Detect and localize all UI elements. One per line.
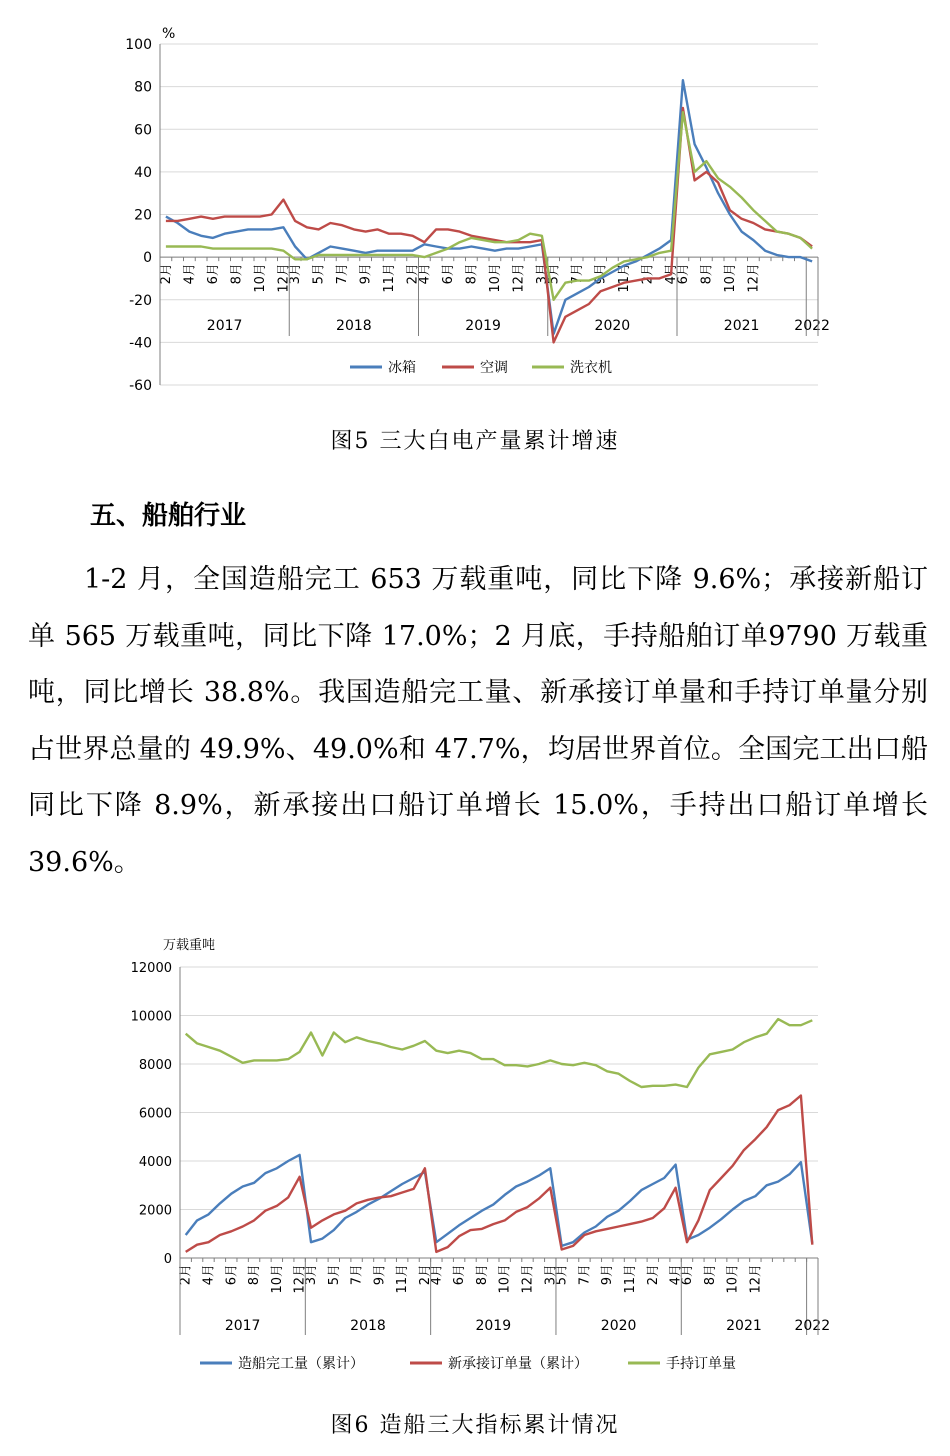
y-tick-label: 4000 [138,1155,172,1170]
x-month-label: 7月 [349,1264,365,1286]
y-tick-label: -60 [129,378,152,394]
x-month-label: 5月 [311,263,327,285]
x-month-label: 6月 [440,263,456,285]
x-year-label: 2022 [794,1318,831,1334]
x-month-label: 5月 [326,1264,342,1286]
legend-label: 冰箱 [388,360,416,376]
x-year-label: 2017 [224,1318,261,1334]
x-month-label: 8月 [247,1264,263,1286]
x-month-label: 7月 [577,1264,593,1286]
x-month-label: 10月 [269,1264,285,1294]
x-month-label: 12月 [520,1264,536,1294]
x-month-label: 6月 [679,1264,695,1286]
x-month-label: 12月 [746,263,762,293]
y-unit-label: % [162,26,176,42]
series-line-手持订单量 [186,1019,813,1087]
y-tick-label: 2000 [138,1203,172,1219]
x-month-label: 11月 [623,1264,639,1294]
x-month-label: 5月 [546,263,562,285]
x-month-label: 7月 [570,263,586,285]
y-tick-label: 60 [134,122,152,139]
x-month-label: 6月 [224,1264,240,1286]
x-year-label: 2017 [206,318,243,334]
x-month-label: 2月 [405,263,421,285]
series-line-冰箱 [166,80,812,334]
legend-label: 造船完工量（累计） [238,1356,364,1372]
x-month-label: 4月 [429,1264,445,1286]
x-year-label: 2021 [723,318,760,334]
x-year-label: 2019 [465,318,501,334]
y-tick-label: 6000 [138,1106,172,1122]
x-month-label: 7月 [335,263,351,285]
legend-label: 新承接订单量（累计） [448,1356,588,1372]
x-month-label: 2月 [158,263,174,285]
fig5-caption: 图5 三大白电产量累计增速 [330,429,620,454]
section-title: 五、船舶行业 [90,501,247,531]
x-year-label: 2018 [336,318,372,334]
x-month-label: 3月 [304,1264,320,1286]
x-month-label: 12月 [748,1264,764,1294]
x-month-label: 4月 [417,263,433,285]
x-month-label: 2月 [178,1264,194,1286]
series-line-新承接订单量（累计） [186,1096,813,1252]
x-month-label: 11月 [395,1264,411,1294]
y-unit-label: 万载重吨 [163,938,216,953]
x-month-label: 3月 [534,263,550,285]
x-month-label: 8月 [464,263,480,285]
series-line-造船完工量（累计） [186,1155,813,1246]
x-month-label: 12月 [276,263,292,293]
fig5-chart [0,0,950,420]
x-month-label: 3月 [543,1264,559,1286]
series-line-空调 [166,108,812,343]
x-month-label: 10月 [252,263,268,293]
x-month-label: 12月 [511,263,527,293]
x-month-label: 11月 [617,263,633,293]
x-month-label: 6月 [452,1264,468,1286]
x-month-label: 4月 [668,1264,684,1286]
x-month-label: 2月 [640,263,656,285]
y-tick-label: 12000 [130,961,172,976]
x-year-label: 2019 [475,1318,512,1334]
x-month-label: 6月 [675,263,691,285]
x-year-label: 2020 [600,1318,637,1334]
x-month-label: 9月 [358,263,374,285]
y-tick-label: -40 [129,335,152,352]
x-month-label: 4月 [182,263,198,285]
legend-label: 空调 [480,360,508,376]
legend-label: 洗衣机 [570,360,612,376]
x-month-label: 8月 [699,263,715,285]
x-month-label: 9月 [600,1264,616,1286]
x-month-label: 8月 [474,1264,490,1286]
y-tick-label: 100 [125,37,152,53]
y-tick-label: 0 [143,250,152,267]
y-tick-label: 0 [163,1252,172,1267]
section-paragraph: 1-2 月，全国造船完工 653 万载重吨，同比下降 9.6%；承接新船订单 565 万载重吨，同比下降 17.0%；2 月底，手持船舶订单9790 万载重吨，同比增长 38.8%。我国造船完工量、新承接订单量和手持订单量分别占世界总量的 49.9%、49.0%和 47.7%，均居世界首位。全国完工出口船同比下降 8.9%，新承接出口船订单增长 15.0%，手持出口船订单增长 39.6%。 [28,564,928,878]
x-month-label: 4月 [664,263,680,285]
x-month-label: 6月 [205,263,221,285]
x-month-label: 2月 [417,1264,433,1286]
x-month-label: 8月 [229,263,245,285]
y-tick-label: 40 [134,164,152,181]
x-month-label: 3月 [288,263,304,285]
x-month-label: 8月 [702,1264,718,1286]
x-month-label: 10月 [497,1264,513,1294]
legend-label: 手持订单量 [666,1356,736,1372]
x-month-label: 10月 [487,263,503,293]
x-year-label: 2018 [350,1318,386,1334]
y-tick-label: 20 [134,207,152,224]
x-year-label: 2020 [594,318,631,334]
x-month-label: 9月 [593,263,609,285]
x-year-label: 2021 [726,1318,762,1334]
x-month-label: 10月 [725,1264,741,1294]
x-month-label: 4月 [201,1264,217,1286]
fig6-svg [0,925,950,1375]
fig6-chart [0,925,950,1375]
x-year-label: 2022 [794,318,830,334]
x-month-label: 11月 [382,263,398,293]
y-tick-label: 8000 [138,1058,172,1073]
x-month-label: 10月 [722,263,738,293]
x-month-label: 2月 [645,1264,661,1286]
x-month-label: 5月 [554,1264,570,1286]
x-month-label: 12月 [292,1264,308,1294]
fig5-svg [0,0,950,420]
y-tick-label: 80 [134,79,152,96]
y-tick-label: -20 [129,292,152,309]
y-tick-label: 10000 [130,1009,172,1025]
x-month-label: 9月 [372,1264,388,1286]
fig6-caption: 图6 造船三大指标累计情况 [330,1413,620,1438]
